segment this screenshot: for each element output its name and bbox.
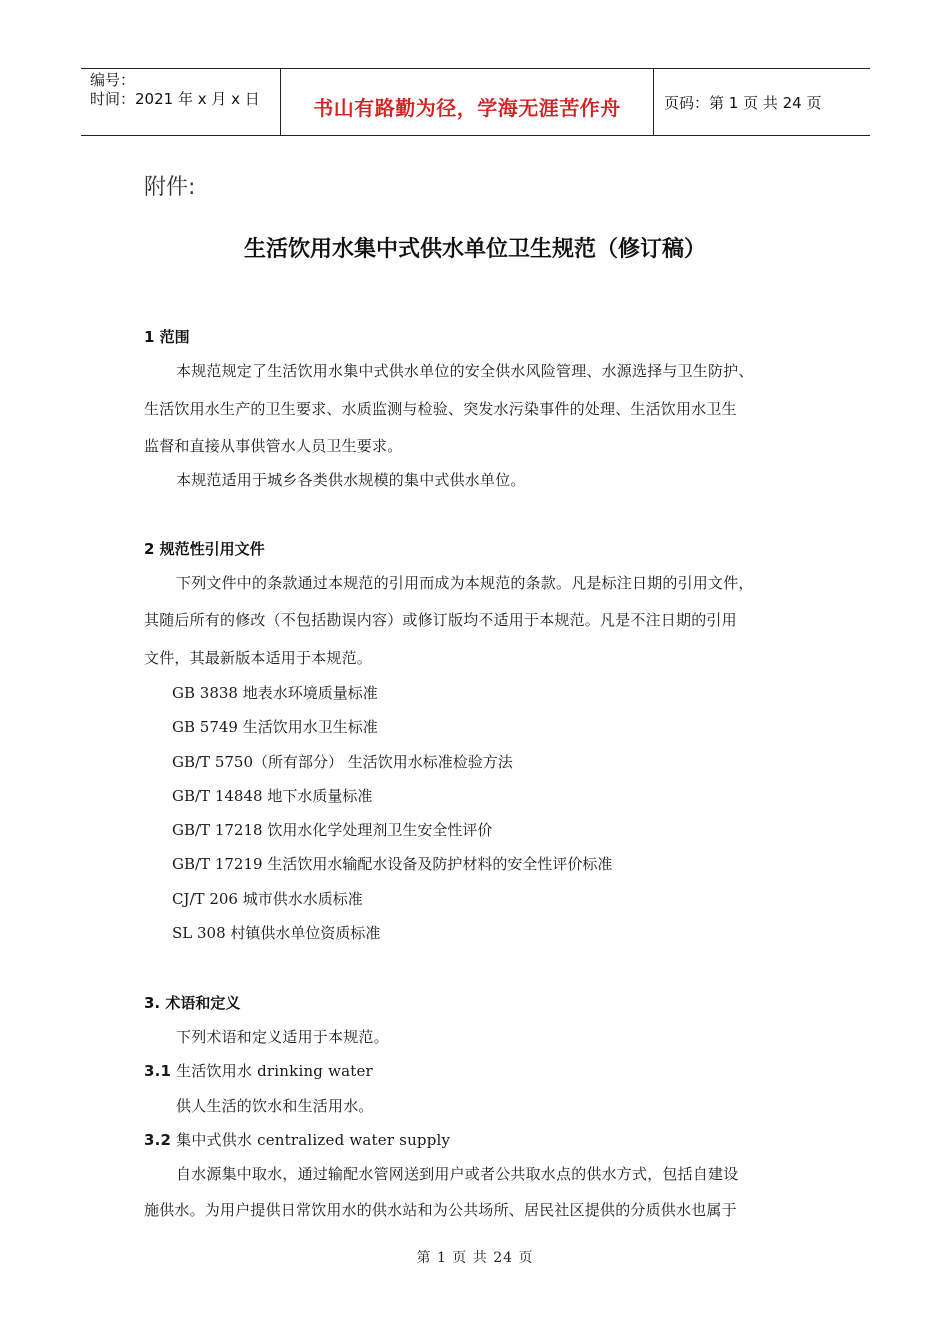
term-3-2-definition-line: 施供水。为用户提供日常饮用水的供水站和为公共场所、居民社区提供的分质供水也属于 [144,1201,737,1219]
term-name: 生活饮用水 drinking water [171,1062,373,1080]
reference-item: GB/T 17218 饮用水化学处理剂卫生安全性评价 [172,821,493,839]
number-label: 编号： [90,71,136,89]
section-2-paragraph-line: 其随后所有的修改（不包括勘误内容）或修订版均不适用于本规范。凡是不注日期的引用 [144,611,737,629]
header-meta-cell [81,69,281,135]
section-3-heading: 3. 术语和定义 [144,994,241,1012]
term-3-1 [144,1060,373,1081]
document-title: 生活饮用水集中式供水单位卫生规范（修订稿） [243,237,706,262]
section-3-intro: 下列术语和定义适用于本规范。 [176,1028,389,1046]
reference-item: SL 308 村镇供水单位资质标准 [172,924,381,942]
motto-text: 书山有路勤为径，学海无涯苦作舟 [313,96,621,120]
header-motto-cell [281,69,654,135]
section-1-paragraph-line: 本规范规定了生活饮用水集中式供水单位的安全供水风险管理、水源选择与卫生防护、 [176,362,754,380]
page-count-label: 页码：第 1 页 共 24 页 [664,94,822,112]
term-3-1-definition: 供人生活的饮水和生活用水。 [176,1097,374,1115]
section-1-paragraph-2: 本规范适用于城乡各类供水规模的集中式供水单位。 [176,471,526,489]
section-2-paragraph-line: 下列文件中的条款通过本规范的引用而成为本规范的条款。凡是标注日期的引用文件， [176,574,754,592]
section-1-paragraph-line: 生活饮用水生产的卫生要求、水质监测与检验、突发水污染事件的处理、生活饮用水卫生 [144,400,737,418]
reference-item: GB/T 5750（所有部分） 生活饮用水标准检验方法 [172,753,513,771]
reference-item: GB/T 14848 地下水质量标准 [172,787,373,805]
term-number: 3.2 [144,1131,172,1149]
section-1-paragraph-line: 监督和直接从事供管水人员卫生要求。 [144,437,403,455]
term-number: 3.1 [144,1062,172,1080]
attachment-label: 附件: [144,175,196,200]
section-2-heading: 2 规范性引用文件 [144,540,265,558]
reference-item: GB 3838 地表水环境质量标准 [172,684,378,702]
term-3-2 [144,1129,450,1150]
header-page-cell [654,69,870,135]
date-label: 时间：2021 年 x 月 x 日 [90,90,260,108]
reference-item: GB 5749 生活饮用水卫生标准 [172,718,378,736]
term-3-2-definition-line: 自水源集中取水，通过输配水管网送到用户或者公共取水点的供水方式，包括自建设 [176,1165,739,1183]
reference-item: CJ/T 206 城市供水水质标准 [172,890,363,908]
term-name: 集中式供水 centralized water supply [171,1131,451,1149]
page-footer: 第 1 页 共 24 页 [416,1250,534,1266]
section-2-paragraph-line: 文件，其最新版本适用于本规范。 [144,649,373,667]
reference-item: GB/T 17219 生活饮用水输配水设备及防护材料的安全性评价标准 [172,855,613,873]
section-1-heading: 1 范围 [144,328,190,346]
document-header [81,68,870,136]
